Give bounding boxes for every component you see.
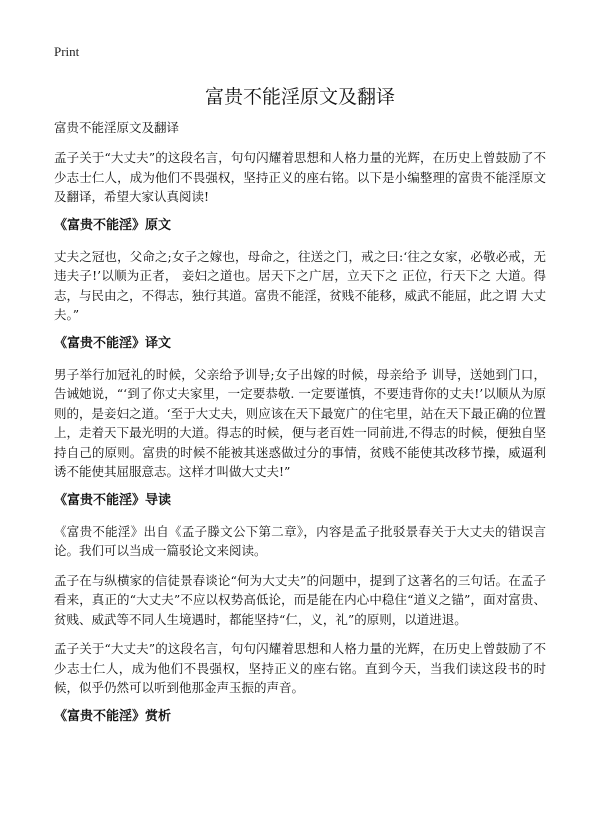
- section-paragraph: 孟子关于“大丈夫”的这段名言，句句闪耀着思想和人格力量的光辉，在历史上曾鼓励了不少志士仁人，成为他们不畏强权，坚持正义的座右铭。直到今天，当我们读这段书的时候，似乎仍然可以听到他那金声玉振的声音。: [54, 641, 546, 695]
- article-sections: [54, 217, 546, 726]
- section-heading: 《富贵不能淫》赏析: [54, 708, 172, 724]
- page-title: 富贵不能淫原文及翻译: [204, 86, 395, 108]
- article-body: [54, 119, 546, 738]
- section-paragraph: 孟子在与纵横家的信徒景春谈论“何为大丈夫”的问题中，提到了这著名的三句话。在孟子看来，真正的“大丈夫”不应以权势高低论，而是能在内心中稳住“道义之锚”，面对富贵、贫贱、威武等不同人生境遇时，都能坚持“仁，义，礼”的原则，以道进退。: [54, 572, 546, 627]
- section-heading: 《富贵不能淫》译文: [54, 335, 172, 351]
- intro-paragraph: 孟子关于“大丈夫”的这段名言，句句闪耀着思想和人格力量的光辉，在历史上曾鼓励了不少志士仁人，成为他们不畏强权，坚持正义的座右铭。以下是小编整理的富贵不能淫原文及翻译，希望大家认真阅读!: [54, 150, 546, 204]
- section-heading: 《富贵不能淫》原文: [54, 217, 172, 233]
- section-paragraph: 《富贵不能淫》出自《孟子滕文公下第二章》，内容是孟子批驳景春关于大丈夫的错误言论。我们可以当成一篇驳论文来阅读。: [54, 523, 546, 558]
- section-paragraph: 丈夫之冠也，父命之;女子之嫁也，母命之，往送之门，戒之曰:‘往之女家，必敬必戒，无违夫子!’以顺为正者， 妾妇之道也。居天下之广居，立天下之 正位，行天下之 大道。得志，与民由之，不得志，独行其道。富贵不能淫，贫贱不能移，威武不能屈，此之谓 大丈夫。”: [54, 248, 546, 322]
- print-link[interactable]: Print: [54, 44, 80, 59]
- section-paragraph: 男子举行加冠礼的时候，父亲给予训导;女子出嫁的时候，母亲给予 训导，送她到门口，告诫她说，“‘到了你丈夫家里，一定要恭敬. 一定要谨慎，不要违背你的丈夫!’以顺从为原则的，是妾妇之道。‘至于大丈夫，则应该在天下最宽广的住宅里，站在天下最正确的位置上，走着天下最光明的大道。得志的时候，便与老百姓一同前进,不得志的时候，便独自坚持自己的原则。富贵的时候不能被其迷惑做过分的事情，贫贱不能使其改移节操，威逼利诱不能使其屈服意志。这样才叫做大丈夫!”: [54, 366, 546, 479]
- article-subtitle: 富贵不能淫原文及翻译: [54, 120, 180, 135]
- section-heading: 《富贵不能淫》导读: [54, 492, 172, 508]
